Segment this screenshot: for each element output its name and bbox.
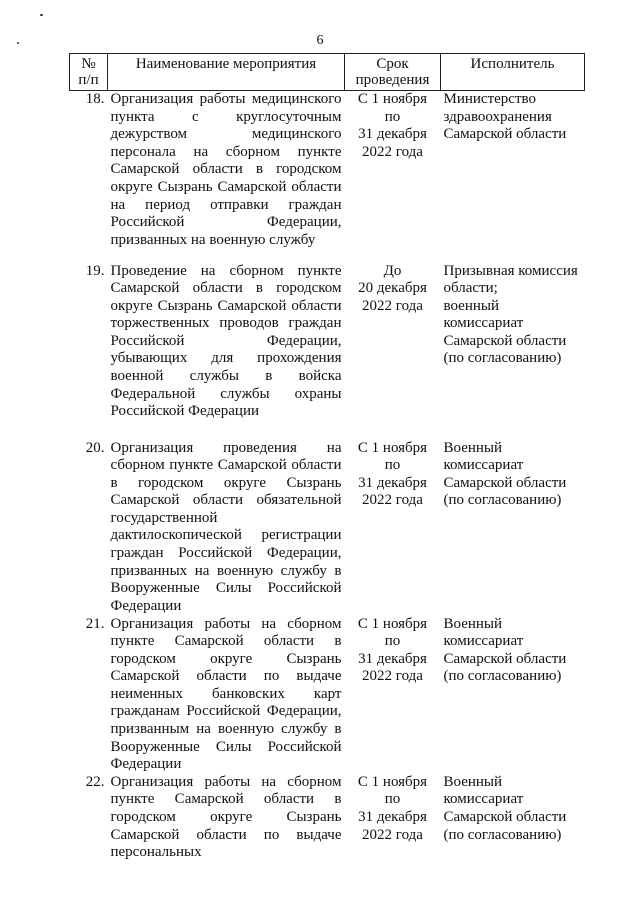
header-executor: Исполнитель <box>441 54 585 91</box>
page-number: 6 <box>316 33 324 48</box>
event-name: Организация работы на сборном пункте Самарской области в городском округе Сызрань Самарской области по выдаче неименных банковских карт гражданам Российской Федерации, призванным на военную службу в Вооруженные Силы Российской Федерации <box>110 615 342 773</box>
row-number: 19. <box>85 262 105 279</box>
event-executor: Призывная комиссия области; военный комиссариат Самарской области (по согласованию) <box>443 262 578 367</box>
event-name: Организация работы на сборном пункте Самарской области в городском округе Сызрань Самарской области по выдаче персональных <box>110 773 342 861</box>
event-name: Организация проведения на сборном пункте Самарской области в городском округе Сызрань Самарской области обязательной государственной дактилоскопической регистрации граждан Российской Федерации, призванных на военную службу в Вооруженные Силы Российской Федерации <box>110 439 342 614</box>
table-row <box>70 774 585 862</box>
event-date: С 1 ноября по 31 декабря 2022 года <box>357 91 428 160</box>
event-executor: Военный комиссариат Самарской области (по согласованию) <box>443 615 567 685</box>
event-name: Проведение на сборном пункте Самарской области в городском округе Сызрань Самарской области торжественных проводов граждан Российской Федерации, убывающих для прохождения военной службы в войска Федеральной службы охраны Российской Федерации <box>110 262 342 420</box>
table-row <box>70 263 585 440</box>
event-executor: Военный комиссариат Самарской области (по согласованию) <box>443 439 567 509</box>
row-number: 21. <box>85 615 105 632</box>
table-row <box>70 616 585 774</box>
header-num: № п/п <box>70 54 108 91</box>
row-number: 22. <box>85 773 105 790</box>
event-executor: Военный комиссариат Самарской области (по согласованию) <box>443 773 567 843</box>
event-date: До 20 декабря 2022 года <box>358 262 427 314</box>
table-row <box>70 440 585 616</box>
row-number: 20. <box>85 439 105 456</box>
events-table <box>69 53 585 862</box>
event-executor: Министерство здравоохранения Самарской области <box>443 91 567 143</box>
event-name: Организация работы медицинского пункта с круглосуточным дежурством медицинского персонала на сборном пункте Самарской области в городском округе Сызрань Самарской области на период отправки граждан Российской Федерации, призванных на военную службу <box>110 91 342 248</box>
event-date: С 1 ноября по 31 декабря 2022 года <box>357 773 428 843</box>
event-date: С 1 ноября по 31 декабря 2022 года <box>357 615 428 685</box>
header-date: Срок проведения <box>345 54 441 91</box>
row-number: 18. <box>85 91 105 107</box>
table-header-row <box>70 54 585 91</box>
header-name: Наименование мероприятия <box>108 54 345 91</box>
event-date: С 1 ноября по 31 декабря 2022 года <box>357 439 428 509</box>
table-row <box>70 91 585 263</box>
scan-speck <box>17 42 19 44</box>
scan-speck <box>40 14 43 16</box>
